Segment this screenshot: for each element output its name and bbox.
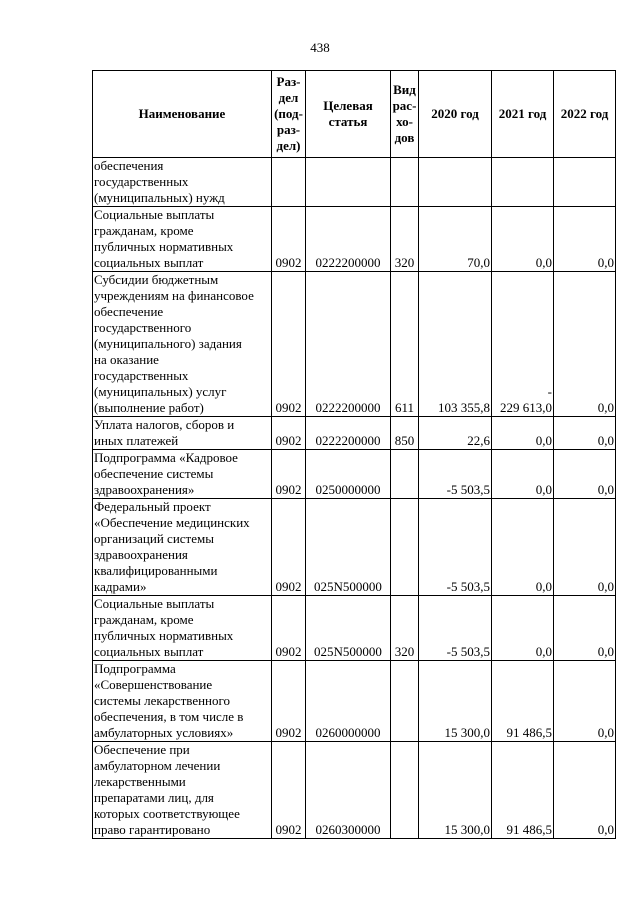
cell-name: Обеспечение при амбулаторном лечении лекарственными препаратами лиц, для которых соответствующее право гарантировано: [93, 742, 272, 839]
cell-section: 0902: [272, 499, 306, 596]
cell-expense: [391, 661, 419, 742]
table-row: [93, 596, 616, 661]
table-header-row: [93, 71, 616, 158]
cell-name: Уплата налогов, сборов и иных платежей: [93, 417, 272, 450]
cell-2020: [419, 158, 492, 207]
page-number: 438: [310, 40, 330, 55]
cell-expense: 320: [391, 207, 419, 272]
cell-2020: -5 503,5: [419, 450, 492, 499]
cell-target: 025N500000: [306, 596, 391, 661]
cell-2021: 0,0: [492, 499, 554, 596]
cell-2021: [492, 158, 554, 207]
table-body: [93, 158, 616, 839]
cell-section: 0902: [272, 742, 306, 839]
cell-2020: 15 300,0: [419, 661, 492, 742]
cell-section: 0902: [272, 596, 306, 661]
header-name: Наименование: [93, 71, 272, 158]
cell-2021: 0,0: [492, 450, 554, 499]
cell-expense: 850: [391, 417, 419, 450]
cell-section: 0902: [272, 417, 306, 450]
cell-target: 025N500000: [306, 499, 391, 596]
cell-name: Подпрограмма «Кадровое обеспечение системы здравоохранения»: [93, 450, 272, 499]
cell-section: 0902: [272, 207, 306, 272]
cell-target: 0222200000: [306, 207, 391, 272]
budget-table: [92, 70, 616, 839]
cell-2020: 22,6: [419, 417, 492, 450]
cell-2020: 70,0: [419, 207, 492, 272]
table-row: [93, 742, 616, 839]
cell-expense: [391, 499, 419, 596]
cell-target: 0222200000: [306, 272, 391, 417]
header-2021: 2021 год: [492, 71, 554, 158]
table-row: [93, 158, 616, 207]
cell-2020: 15 300,0: [419, 742, 492, 839]
cell-2021: 91 486,5: [492, 742, 554, 839]
cell-2022: 0,0: [554, 661, 616, 742]
cell-2022: 0,0: [554, 272, 616, 417]
cell-name: Социальные выплаты гражданам, кроме публичных нормативных социальных выплат: [93, 207, 272, 272]
cell-2022: 0,0: [554, 499, 616, 596]
table-row: [93, 499, 616, 596]
cell-2021: - 229 613,0: [492, 272, 554, 417]
table-row: [93, 417, 616, 450]
cell-expense: [391, 158, 419, 207]
cell-2021: 91 486,5: [492, 661, 554, 742]
cell-name: Социальные выплаты гражданам, кроме публичных нормативных социальных выплат: [93, 596, 272, 661]
table-row: [93, 661, 616, 742]
cell-section: [272, 158, 306, 207]
cell-target: 0260300000: [306, 742, 391, 839]
cell-2022: 0,0: [554, 596, 616, 661]
cell-section: 0902: [272, 661, 306, 742]
cell-name: Субсидии бюджетным учреждениям на финансовое обеспечение государственного (муниципального) задания на оказание государственных (муниципальных) услуг (выполнение работ): [93, 272, 272, 417]
cell-expense: 320: [391, 596, 419, 661]
cell-section: 0902: [272, 272, 306, 417]
table-row: [93, 207, 616, 272]
cell-2021: 0,0: [492, 596, 554, 661]
cell-name: Федеральный проект «Обеспечение медицинских организаций системы здравоохранения квалифицированными кадрами»: [93, 499, 272, 596]
cell-expense: [391, 450, 419, 499]
header-expense: Вид рас- хо- дов: [391, 71, 419, 158]
cell-2022: 0,0: [554, 207, 616, 272]
cell-2021: 0,0: [492, 417, 554, 450]
cell-target: 0260000000: [306, 661, 391, 742]
table-row: [93, 450, 616, 499]
cell-2020: -5 503,5: [419, 499, 492, 596]
cell-expense: [391, 742, 419, 839]
header-2022: 2022 год: [554, 71, 616, 158]
header-section: Раз- дел (под- раз- дел): [272, 71, 306, 158]
cell-expense: 611: [391, 272, 419, 417]
cell-name: Подпрограмма «Совершенствование системы лекарственного обеспечения, в том числе в амбулаторных условиях»: [93, 661, 272, 742]
cell-2022: 0,0: [554, 417, 616, 450]
cell-target: 0250000000: [306, 450, 391, 499]
header-2020: 2020 год: [419, 71, 492, 158]
cell-target: [306, 158, 391, 207]
cell-2022: 0,0: [554, 450, 616, 499]
cell-2020: 103 355,8: [419, 272, 492, 417]
cell-section: 0902: [272, 450, 306, 499]
cell-2022: 0,0: [554, 742, 616, 839]
cell-2022: [554, 158, 616, 207]
table-row: [93, 272, 616, 417]
cell-2020: -5 503,5: [419, 596, 492, 661]
cell-2021: 0,0: [492, 207, 554, 272]
cell-name: обеспечения государственных (муниципальных) нужд: [93, 158, 272, 207]
header-target: Целевая статья: [306, 71, 391, 158]
cell-target: 0222200000: [306, 417, 391, 450]
